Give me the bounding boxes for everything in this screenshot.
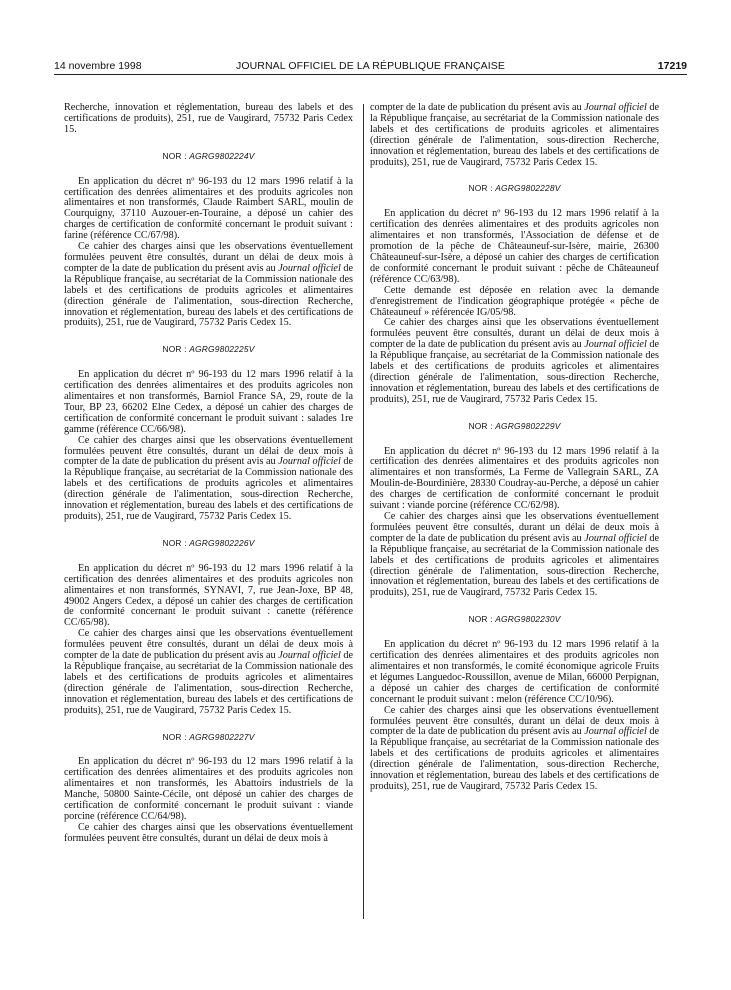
page-header [54, 60, 687, 74]
text-segment: compter de la date de publication du présent avis au [370, 102, 585, 113]
nor-code: AGRG9802226V [189, 537, 255, 548]
nor-label: NOR : [162, 537, 187, 548]
left-column [64, 103, 353, 845]
notice-paragraph [370, 706, 659, 793]
nor-reference [370, 183, 659, 194]
notice-paragraph: En application du décret nº 96-193 du 12 mars 1996 relatif à la certification des denrées alimentaires et des produits agricoles non alimentaires et non transformés, Barniol France SA, 29, route de la Tour, BP 23, 66202 Elne Cedex, a déposé un cahier des charges de certification de conformité concernant le produit suivant : salades 1re gamme (référence CC/66/98). [64, 369, 353, 435]
nor-reference [370, 421, 659, 432]
nor-reference [64, 344, 353, 355]
text-segment: Ce cahier des charges ainsi que les observations éventuellement formulées peuvent être consultés, durant un délai de deux mois à compter de la date de publication du présent avis au [370, 704, 659, 738]
text-segment: de la République française, au secrétariat de la Commission nationale des labels et des certifications de produits agricoles et alimentaires (direction générale de l'alimentation, sous-direction Recherche, innovation et réglementation, bureau des labels et des certifications de produits), 251, rue de Vaugirard, 75732 Paris Cedex 15. [370, 532, 659, 599]
text-segment: Ce cahier des charges ainsi que les observations éventuellement formulées peuvent être consultés, durant un délai de deux mois à compter de la date de publication du présent avis au [64, 628, 353, 662]
nor-code: AGRG9802225V [189, 344, 255, 355]
notice-paragraph [370, 512, 659, 599]
nor-label: NOR : [468, 614, 493, 625]
notice-paragraph [64, 436, 353, 523]
continued-paragraph [370, 103, 659, 168]
text-segment: de la République française, au secrétariat de la Commission nationale des labels et des certifications de produits agricoles et alimentaires (direction générale de l'alimentation, sous-direction Recherche, innovation et réglementation, bureau des labels et des certifications de produits), 251, rue de Vaugirard, 75732 Paris Cedex 15. [370, 102, 659, 168]
text-segment: Ce cahier des charges ainsi que les observations éventuellement formulées peuvent être consultés, durant un délai de deux mois à compter de la date de publication du présent avis au [64, 434, 353, 468]
continued-paragraph: Recherche, innovation et réglementation, bureau des labels et des certifications de produits), 251, rue de Vaugirard, 75732 Paris Cedex 15. [64, 102, 353, 135]
notice-paragraph: En application du décret nº 96-193 du 12 mars 1996 relatif à la certification des denrées alimentaires et des produits agricoles non alimentaires et non transformés, SYNAVI, 7, rue Jean-Joxe, BP 48, 49002 Angers Cedex, a déposé un cahier des charges de certification de conformité concernant le produit suivant : canette (référence CC/65/98). [64, 562, 353, 629]
nor-label: NOR : [468, 183, 493, 194]
notice-AGRG9802230V [370, 614, 659, 793]
notice-paragraph: En application du décret nº 96-193 du 12 mars 1996 relatif à la certification des denrées alimentaires et des produits agricoles non alimentaires et non transformés, les Abattoirs industriels de la Manche, 50800 Sainte-Cécile, ont déposé un cahier des charges de certification de conformité concernant le produit suivant : viande porcine (référence CC/64/98). [64, 756, 353, 822]
journal-officiel-italic: Journal officiel [584, 532, 647, 544]
notice-paragraph [64, 629, 353, 716]
header-page-number: 17219 [657, 60, 687, 72]
text-segment: de la République française, au secrétariat de la Commission nationale des labels et des certifications de produits agricoles et alimentaires (direction générale de l'alimentation, sous-direction Recherche, innovation et réglementation, bureau des labels et des certifications de produits), 251, rue de Vaugirard, 75732 Paris Cedex 15. [370, 339, 659, 405]
journal-officiel-italic: Journal officiel [278, 262, 341, 274]
nor-code: AGRG9802229V [495, 420, 561, 431]
right-column [370, 103, 659, 793]
nor-label: NOR : [162, 344, 187, 355]
header-journal-title: JOURNAL OFFICIEL DE LA RÉPUBLIQUE FRANÇAISE [236, 60, 505, 72]
notice-paragraph [64, 242, 353, 329]
text-segment: de la République française, au secrétariat de la Commission nationale des labels et des certifications de produits agricoles et alimentaires (direction générale de l'alimentation, sous-direction Recherche, innovation et réglementation, bureau des labels et des certifications de produits), 251, rue de Vaugirard, 75732 Paris Cedex 15. [64, 262, 353, 329]
notice-AGRG9802224V [64, 151, 353, 330]
nor-reference [370, 614, 659, 625]
text-segment: de la République française, au secrétariat de la Commission nationale des labels et des certifications de produits agricoles et alimentaires (direction générale de l'alimentation, sous-direction Recherche, innovation et réglementation, bureau des labels et des certifications de produits), 251, rue de Vaugirard, 75732 Paris Cedex 15. [64, 650, 353, 716]
nor-code: AGRG9802230V [495, 614, 561, 625]
text-segment: Ce cahier des charges ainsi que les observations éventuellement formulées peuvent être consultés, durant un délai de deux mois à compter de la date de publication du présent avis au [370, 317, 659, 351]
journal-officiel-italic: Journal officiel [584, 102, 647, 113]
nor-reference [64, 732, 353, 743]
notice-AGRG9802228V [370, 183, 659, 405]
notice-AGRG9802229V [370, 421, 659, 600]
notice-paragraph: Ce cahier des charges ainsi que les observations éventuellement formulées peuvent être consultés, durant un délai de deux mois à [64, 821, 353, 844]
text-segment: de la République française, au secrétariat de la Commission nationale des labels et des certifications de produits agricoles et alimentaires (direction générale de l'alimentation, sous-direction Recherche, innovation et réglementation, bureau des labels et des certifications de produits), 251, rue de Vaugirard, 75732 Paris Cedex 15. [370, 726, 659, 792]
text-segment: Ce cahier des charges ainsi que les observations éventuellement formulées peuvent être consultés, durant un délai de deux mois à compter de la date de publication du présent avis au [370, 511, 659, 544]
nor-label: NOR : [162, 150, 187, 161]
text-segment: de la République française, au secrétariat de la Commission nationale des labels et des certifications de produits agricoles et alimentaires (direction générale de l'alimentation, sous-direction Recherche, innovation et réglementation, bureau des labels et des certifications de produits), 251, rue de Vaugirard, 75732 Paris Cedex 15. [64, 456, 353, 522]
header-date: 14 novembre 1998 [54, 60, 142, 72]
nor-label: NOR : [468, 420, 493, 431]
notice-AGRG9802225V [64, 344, 353, 523]
notice-paragraph: En application du décret nº 96-193 du 12 mars 1996 relatif à la certification des denrées alimentaires et des produits agricoles non alimentaires et non transformés, La Ferme de Vallegrain SARL, ZA Moulin-de-Bourdinière, 28330 Coudray-au-Perche, a déposé un cahier des charges de certification de conformité concernant le produit suivant : viande porcine (référence CC/62/98). [370, 445, 659, 512]
nor-reference [64, 538, 353, 549]
notice-AGRG9802226V [64, 538, 353, 717]
notice-paragraph: En application du décret nº 96-193 du 12 mars 1996 relatif à la certification des denrées alimentaires et des produits agricoles non alimentaires et non transformés, l'Association de défense et de promotion de la pêche de Châteauneuf-sur-Isère, mairie, 26300 Châteauneuf-sur-Isère, a déposé un cahier des charges de certification de conformité concernant le produit suivant : pêche de Châteauneuf (référence CC/63/98). [370, 208, 659, 285]
header-rule [54, 74, 687, 75]
notice-paragraph: En application du décret nº 96-193 du 12 mars 1996 relatif à la certification des denrées alimentaires et des produits agricoles non alimentaires et non transformés, le comité économique agricole Fruits et légumes Languedoc-Roussillon, avenue de Milan, 66000 Perpignan, a déposé un cahier des charges de certification de conformité concernant le produit suivant : melon (référence CC/10/96). [370, 639, 659, 705]
nor-label: NOR : [162, 731, 187, 742]
notice-paragraph: En application du décret nº 96-193 du 12 mars 1996 relatif à la certification des denrées alimentaires et des produits agricoles non alimentaires et non transformés, Claude Raimbert SARL, moulin de Courquigny, 37110 Auzouer-en-Touraine, a déposé un cahier des charges de certification de conformité concernant le produit suivant : farine (référence CC/67/98). [64, 175, 353, 242]
journal-officiel-italic: Journal officiel [278, 456, 341, 468]
notice-AGRG9802227V [64, 732, 353, 845]
text-segment: Ce cahier des charges ainsi que les observations éventuellement formulées peuvent être consultés, durant un délai de deux mois à compter de la date de publication du présent avis au [64, 241, 353, 274]
nor-code: AGRG9802228V [495, 183, 561, 194]
nor-code: AGRG9802227V [189, 731, 255, 742]
notice-paragraph [370, 318, 659, 405]
journal-officiel-italic: Journal officiel [584, 726, 647, 738]
notice-paragraph: Cette demande est déposée en relation avec la demande d'enregistrement de l'indication géographique protégée « pêche de Châteauneuf » référencée IG/05/98. [370, 284, 659, 318]
journal-officiel-italic: Journal officiel [584, 339, 647, 351]
column-divider [363, 104, 364, 919]
journal-officiel-italic: Journal officiel [278, 650, 341, 662]
nor-code: AGRG9802224V [189, 150, 255, 161]
nor-reference [64, 151, 353, 162]
